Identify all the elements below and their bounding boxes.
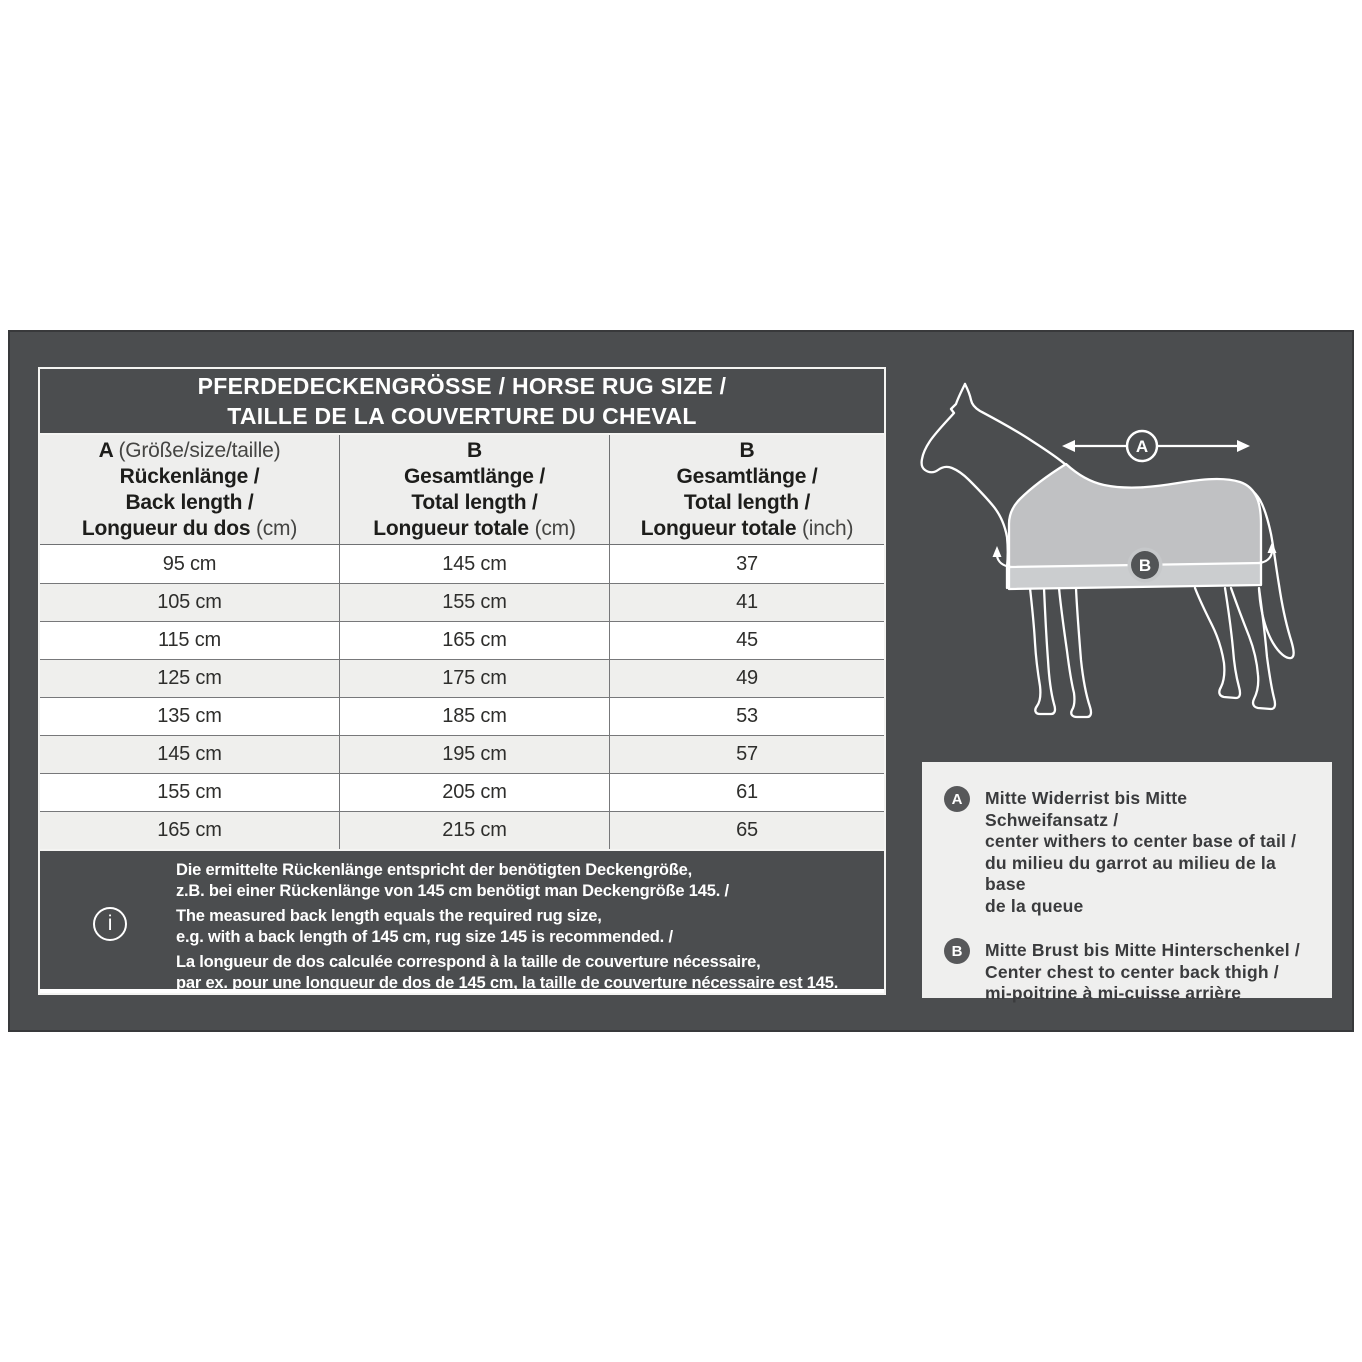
size-table bbox=[38, 367, 886, 995]
note-text bbox=[176, 860, 838, 998]
column-header-total-length-inch: B Gesamtlänge / Total length / Longueur totale (inch) bbox=[609, 435, 884, 544]
horse-rug-illustration bbox=[902, 362, 1342, 742]
info-icon: i bbox=[93, 907, 127, 941]
table-row: 115 cm 165 cm 45 bbox=[40, 621, 884, 659]
table-title-line2: TAILLE DE LA COUVERTURE DU CHEVAL bbox=[227, 403, 697, 429]
legend-item-a bbox=[944, 788, 1314, 917]
horse-hind-leg-near bbox=[1195, 588, 1240, 698]
horse-front-leg-far bbox=[1059, 588, 1091, 717]
table-title-line1: PFERDEDECKENGRÖSSE / HORSE RUG SIZE / bbox=[197, 373, 727, 399]
table-row: 145 cm 195 cm 57 bbox=[40, 735, 884, 773]
horse-head-outline bbox=[922, 384, 1008, 588]
column-header-total-length-cm: B Gesamtlänge / Total length / Longueur totale (cm) bbox=[339, 435, 609, 544]
note-english: The measured back length equals the required rug size, e.g. with a back length of 145 cm, rug size 145 is recommended. / bbox=[176, 907, 673, 946]
table-row: 125 cm 175 cm 49 bbox=[40, 659, 884, 697]
legend-item-b bbox=[944, 940, 1314, 1005]
table-title bbox=[40, 369, 884, 435]
legend-text-a: Mitte Widerrist bis Mitte Schweifansatz / center withers to center base of tail / du milieu du garrot au milieu de la base de la queue bbox=[985, 788, 1297, 916]
measure-b-arrowhead-right bbox=[1268, 542, 1277, 553]
table-row: 165 cm 215 cm 65 bbox=[40, 811, 884, 849]
table-row: 155 cm 205 cm 61 bbox=[40, 773, 884, 811]
label-a-circle bbox=[1127, 431, 1157, 461]
measurement-legend bbox=[922, 762, 1332, 1003]
legend-badge-b: B bbox=[944, 938, 970, 964]
chart-panel bbox=[8, 330, 1354, 1032]
table-header-row bbox=[40, 435, 884, 545]
label-b-circle bbox=[1128, 548, 1163, 583]
measurement-note bbox=[40, 849, 884, 992]
legend-badge-a: A bbox=[944, 786, 970, 812]
note-french: La longueur de dos calculée correspond à la taille de couverture nécessaire, par ex. pour une longueur de dos de 145 cm, la taille de couverture nécessaire est 145. bbox=[176, 953, 839, 992]
table-row: 95 cm 145 cm 37 bbox=[40, 545, 884, 583]
table-body bbox=[40, 545, 884, 849]
table-row: 135 cm 185 cm 53 bbox=[40, 697, 884, 735]
table-row: 105 cm 155 cm 41 bbox=[40, 583, 884, 621]
legend-text-b: Mitte Brust bis Mitte Hinterschenkel / Center chest to center back thigh / mi-poitrine à mi-cuisse arrière bbox=[985, 940, 1300, 1003]
svg-text:B: B bbox=[1138, 556, 1152, 575]
measure-b-arrowhead-left bbox=[993, 546, 1002, 557]
horse-front-leg-near bbox=[1030, 588, 1055, 714]
note-german: Die ermittelte Rückenlänge entspricht der benötigten Deckengröße, z.B. bei einer Rückenlänge von 145 cm benötigt man Deckengröße 145. / bbox=[176, 861, 729, 900]
horse-crest-outline bbox=[965, 384, 1066, 465]
svg-text:A: A bbox=[1135, 437, 1149, 456]
column-header-back-length: A (Größe/size/taille) Rückenlänge / Back length / Longueur du dos (cm) bbox=[81, 438, 298, 540]
horse-hind-leg-far bbox=[1231, 588, 1275, 709]
